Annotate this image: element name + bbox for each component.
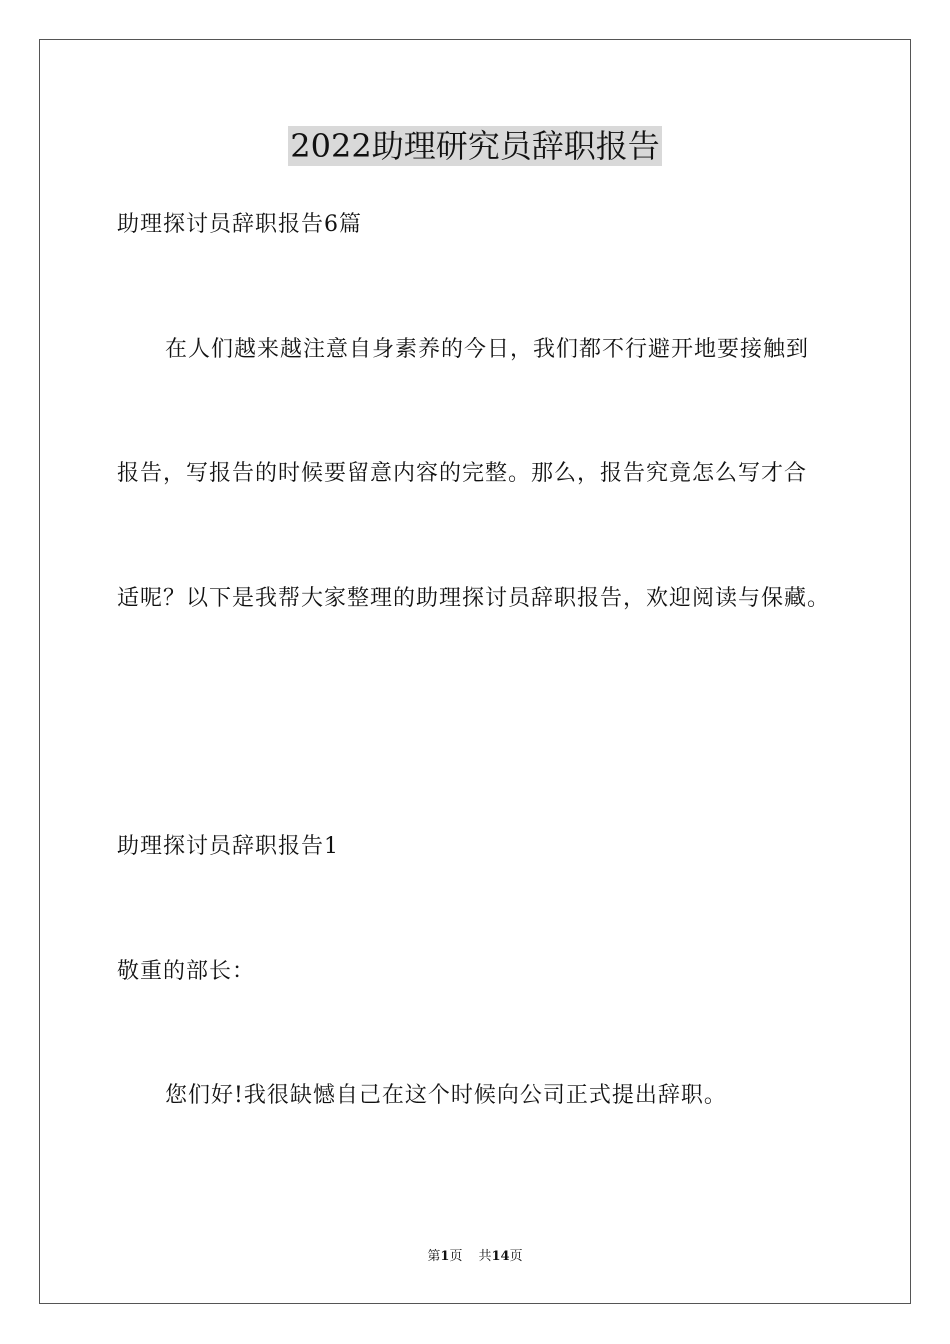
letter-body-line: 您们好!我很缺憾自己在这个时候向公司正式提出辞职。 [165, 1083, 727, 1108]
footer-total-prefix: 共 [478, 1249, 492, 1264]
letter-salutation: 敬重的部长： [117, 959, 256, 984]
page-footer [0, 1248, 950, 1266]
document-subtitle: 助理探讨员辞职报告6篇 [117, 212, 362, 237]
footer-page-suffix: 页 [449, 1249, 463, 1264]
footer-page-number: 1 [440, 1249, 450, 1264]
document-title: 2022助理研究员辞职报告 [290, 127, 660, 165]
intro-paragraph-line-1: 在人们越来越注意自身素养的今日，我们都不行避开地要接触到 [165, 337, 810, 362]
section-heading: 助理探讨员辞职报告1 [117, 834, 339, 859]
intro-paragraph-line-3: 适呢？以下是我帮大家整理的助理探讨员辞职报告，欢迎阅读与保藏。 [117, 586, 831, 611]
title-container [0, 126, 950, 166]
footer-total-pages: 14 [491, 1249, 510, 1264]
footer-total-suffix: 页 [509, 1249, 523, 1264]
intro-paragraph-line-2: 报告，写报告的时候要留意内容的完整。那么，报告究竟怎么写才合 [117, 461, 808, 486]
footer-page-prefix: 第 [427, 1249, 441, 1264]
